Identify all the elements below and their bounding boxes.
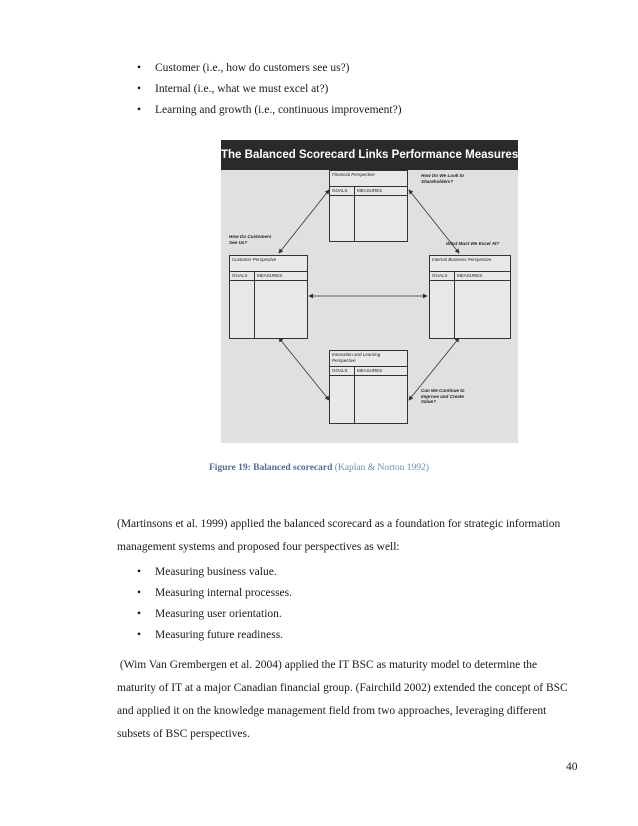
measures-label: MEASURES [357, 188, 383, 193]
question-financial: How Do We Look to Shareholders? [421, 173, 465, 184]
customer-perspective-title: Customer Perspective [230, 256, 307, 272]
paragraph-grembergen: (Wim Van Grembergen et al. 2004) applied the IT BSC as maturity model to determine the maturity of IT at a major Canadian financial group. (Fairchild 2002) extended the concept of BSC and applied it on the knowledge management field from two approaches, leveraging different subsets of BSC perspectives. [117, 659, 571, 740]
goals-measures-header [430, 272, 510, 281]
goals-label: GOALS [330, 187, 355, 195]
internal-perspective-box [429, 255, 511, 339]
bullet-dot: • [137, 608, 142, 620]
measures-label: MEASURES [357, 368, 383, 373]
paragraph-martinsons: (Martinsons et al. 1999) applied the balanced scorecard as a foundation for strategic information management systems and proposed four perspectives as well: [117, 518, 561, 553]
measures-label: MEASURES [257, 273, 283, 278]
bullet-dot: • [137, 629, 142, 641]
column-divider [454, 280, 455, 338]
bullet-text: Learning and growth (i.e., continuous improvement?) [155, 104, 402, 116]
column-divider [354, 375, 355, 423]
caption-label: Figure 19: Balanced scorecard [209, 463, 333, 473]
page-number: 40 [566, 761, 578, 773]
bullet-text: Internal (i.e., what we must excel at?) [155, 83, 329, 95]
bullet-dot: • [137, 587, 142, 599]
goals-label: GOALS [330, 367, 355, 375]
figure-title: The Balanced Scorecard Links Performance Measures [221, 140, 518, 170]
goals-label: GOALS [230, 272, 255, 280]
goals-measures-header [330, 187, 407, 196]
question-learning: Can We Continue to Improve and Create Value? [421, 388, 465, 404]
bullet-dot: • [137, 83, 142, 95]
bullet-text: Measuring business value. [155, 566, 277, 578]
learning-perspective-title: Innovation and Learning Perspective [330, 351, 407, 367]
bullet-text: Measuring internal processes. [155, 587, 293, 599]
goals-label: GOALS [430, 272, 455, 280]
arrow-customer-financial [279, 190, 329, 253]
column-divider [354, 195, 355, 241]
figure-caption [0, 463, 638, 473]
bullet-dot: • [137, 566, 142, 578]
bullet-text: Measuring user orientation. [155, 608, 282, 620]
bullet-dot: • [137, 62, 142, 74]
bullet-dot: • [137, 104, 142, 116]
question-internal: What Must We Excel At? [446, 241, 500, 246]
learning-perspective-box [329, 350, 408, 424]
internal-perspective-title: Internal Business Perspective [430, 256, 510, 272]
financial-perspective-box [329, 170, 408, 242]
financial-perspective-title: Financial Perspective [330, 171, 407, 187]
column-divider [254, 280, 255, 338]
question-customer: How Do Customers See Us? [229, 234, 272, 245]
bullet-text: Customer (i.e., how do customers see us?) [155, 62, 350, 74]
measures-label: MEASURES [457, 273, 483, 278]
goals-measures-header [230, 272, 307, 281]
bullet-text: Measuring future readiness. [155, 629, 284, 641]
customer-perspective-box [229, 255, 308, 339]
arrow-customer-learning [279, 338, 329, 400]
balanced-scorecard-figure [221, 140, 518, 443]
goals-measures-header [330, 367, 407, 376]
caption-citation: (Kaplan & Norton 1992) [334, 463, 429, 473]
